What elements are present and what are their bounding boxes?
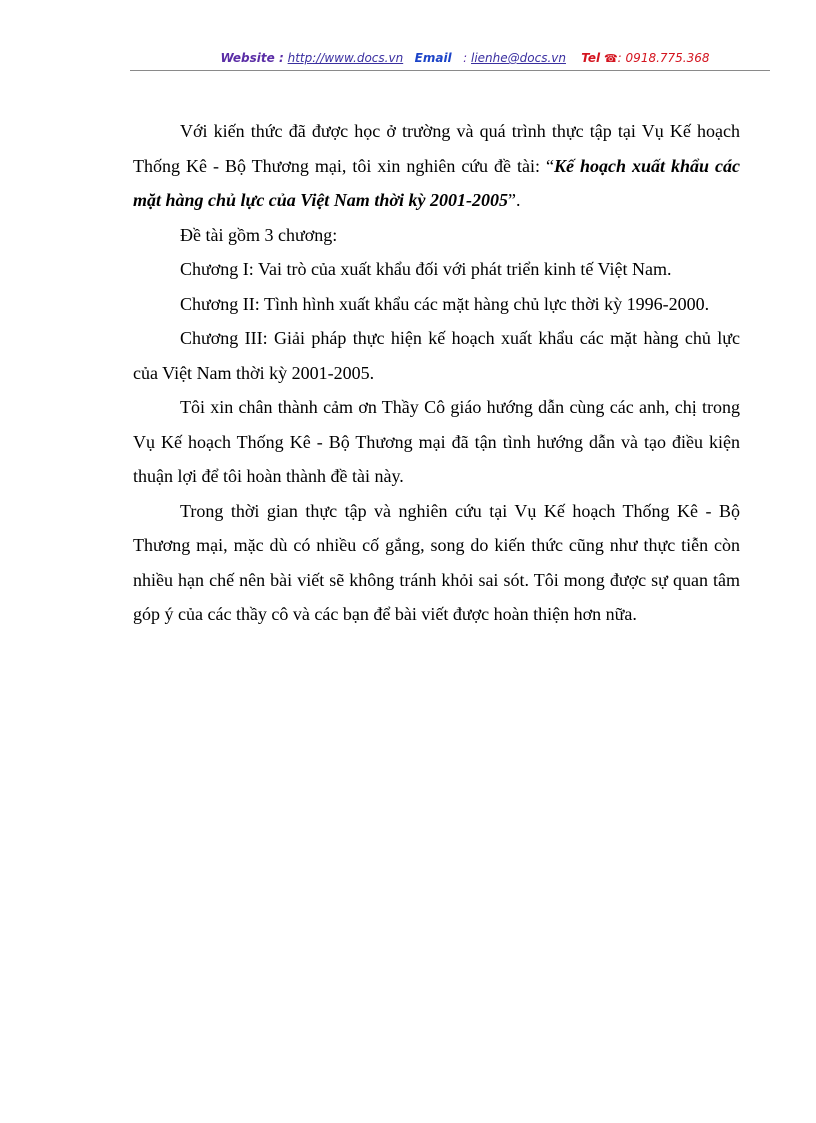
email-label: Email [414,51,452,65]
phone-icon: ☎ [603,52,618,65]
chapter-3: Chương III: Giải pháp thực hiện kế hoạch xuất khẩu các mặt hàng chủ lực của Việt Nam thời kỳ 2001-2005. [133,328,740,383]
email-link[interactable]: lienhe@docs.vn [471,51,566,65]
website-label: Website : [220,51,284,65]
page-header [160,51,770,65]
phone-number: 0918.775.368 [625,51,710,65]
thesis-title: Kế hoạch xuất khẩu các mặt hàng chủ lực của Việt Nam thời kỳ 2001-2005 [133,155,740,210]
phone-separator: : [617,51,622,65]
intro-lead: Với kiến thức đã được học ở trường và quá trình thực tập tại Vụ Kế hoạch Thống Kê - Bộ Thương mại, tôi xin nghiên cứu đề tài: “ [133,121,740,176]
intro-tail: ”. [507,190,521,210]
chapter-1: Chương I: Vai trò của xuất khẩu đối với phát triển kinh tế Việt Nam. [180,259,672,279]
document-body [133,114,740,632]
thanks-paragraph: Tôi xin chân thành cảm ơn Thầy Cô giáo hướng dẫn cùng các anh, chị trong Vụ Kế hoạch Thống Kê - Bộ Thương mại đã tận tình hướng dẫn và tạo điều kiện thuận lợi để tôi hoàn thành đề tài này. [133,397,740,486]
tel-label: Tel [581,51,601,65]
email-separator: : [463,51,468,65]
header-divider [130,70,770,71]
closing-paragraph: Trong thời gian thực tập và nghiên cứu tại Vụ Kế hoạch Thống Kê - Bộ Thương mại, mặc dù có nhiều cố gắng, song do kiến thức cũng như thực tiễn còn nhiều hạn chế nên bài viết sẽ không tránh khỏi sai sót. Tôi mong được sự quan tâm góp ý của các thầy cô và các bạn để bài viết được hoàn thiện hơn nữa. [133,500,740,624]
chapter-2: Chương II: Tình hình xuất khẩu các mặt hàng chủ lực thời kỳ 1996-2000. [180,293,710,314]
chapters-intro: Đề tài gồm 3 chương: [180,224,338,245]
website-link[interactable]: http://www.docs.vn [287,51,404,65]
intro-paragraph [133,114,740,218]
